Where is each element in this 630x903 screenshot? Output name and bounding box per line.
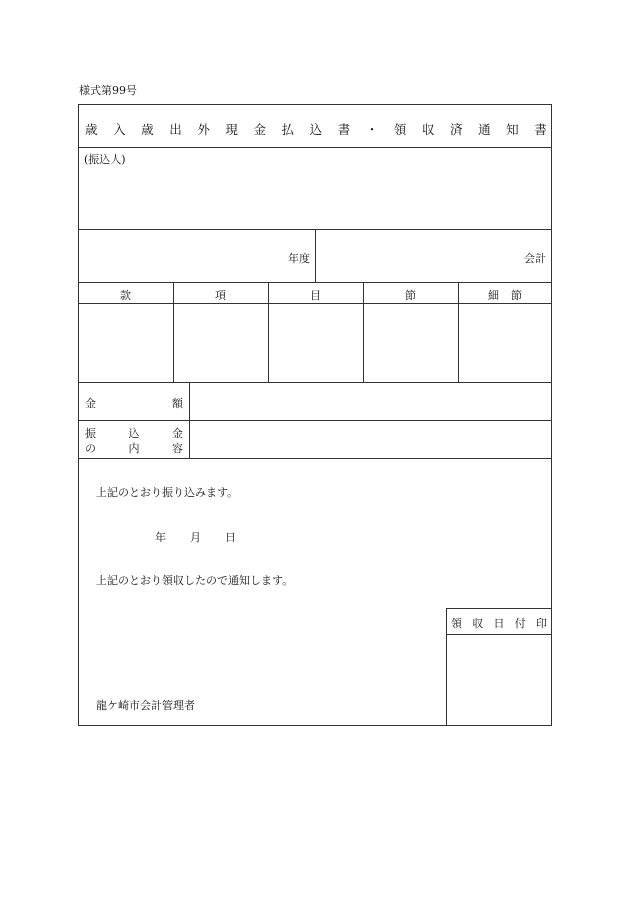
title-char: 済 (450, 122, 463, 137)
title-char: 歳 (85, 122, 98, 137)
date-month-label: 月 (190, 531, 201, 544)
header-char: 細 (488, 289, 499, 302)
divider (446, 608, 552, 609)
title-char: 出 (169, 122, 182, 137)
label-char: 内 (128, 442, 140, 455)
date-day-label: 日 (225, 531, 236, 544)
divider (315, 229, 316, 282)
header-setsu: 節 (405, 289, 416, 302)
title-char: 領 (393, 122, 407, 137)
title-char: 金 (253, 122, 266, 137)
label-char: 付 (514, 617, 526, 630)
header-moku: 目 (310, 289, 321, 302)
label-char: 収 (472, 617, 484, 630)
label-char: 振 (85, 427, 96, 440)
divider (78, 282, 552, 283)
form-title (85, 120, 547, 138)
header-kou: 項 (215, 289, 226, 302)
label-char: の (85, 442, 96, 455)
receipt-notice: 上記のとおり領収したので通知します。 (96, 574, 294, 587)
title-char: 込 (309, 122, 323, 137)
divider (458, 282, 459, 382)
label-char: 金 (172, 427, 183, 440)
label-char: 印 (536, 617, 547, 630)
divider (78, 458, 552, 459)
issuer: 龍ケ崎市会計管理者 (96, 699, 195, 712)
title-char: 入 (113, 122, 126, 137)
title-char: 外 (197, 122, 210, 137)
label-char: 金 (85, 397, 96, 410)
header-kan: 款 (120, 289, 131, 302)
payer-label: (振込人) (84, 153, 126, 166)
title-char: 収 (421, 122, 435, 137)
divider (78, 382, 552, 383)
remittance-form (78, 104, 552, 726)
date-year-label: 年 (155, 531, 166, 544)
title-char: ・ (365, 122, 379, 137)
form-number: 様式第99号 (79, 84, 137, 97)
receipt-stamp-label (451, 615, 547, 631)
title-char: 現 (225, 122, 238, 137)
header-char: 節 (511, 289, 522, 302)
account-label: 会計 (524, 252, 546, 265)
transfer-content-label-line2 (85, 440, 183, 456)
label-char: 込 (128, 427, 140, 440)
label-char: 容 (172, 442, 183, 455)
label-char: 日 (493, 617, 505, 630)
title-char: 書 (337, 122, 351, 137)
divider (446, 634, 552, 635)
transfer-content-label-line1 (85, 425, 183, 441)
title-char: 書 (534, 122, 547, 137)
label-char: 領 (451, 617, 462, 630)
amount-label (85, 395, 183, 411)
fiscal-year-label: 年度 (288, 252, 310, 265)
divider (78, 303, 552, 304)
label-char: 額 (172, 397, 183, 410)
header-saisetsu (488, 287, 522, 303)
divider (173, 282, 174, 382)
divider (268, 282, 269, 382)
title-char: 払 (281, 122, 295, 137)
divider (78, 420, 552, 421)
divider (363, 282, 364, 382)
divider (78, 147, 552, 148)
title-char: 通 (478, 122, 491, 137)
transfer-notice: 上記のとおり振り込みます。 (96, 486, 239, 499)
divider (446, 608, 447, 726)
title-char: 歳 (141, 122, 154, 137)
title-char: 知 (506, 122, 519, 137)
